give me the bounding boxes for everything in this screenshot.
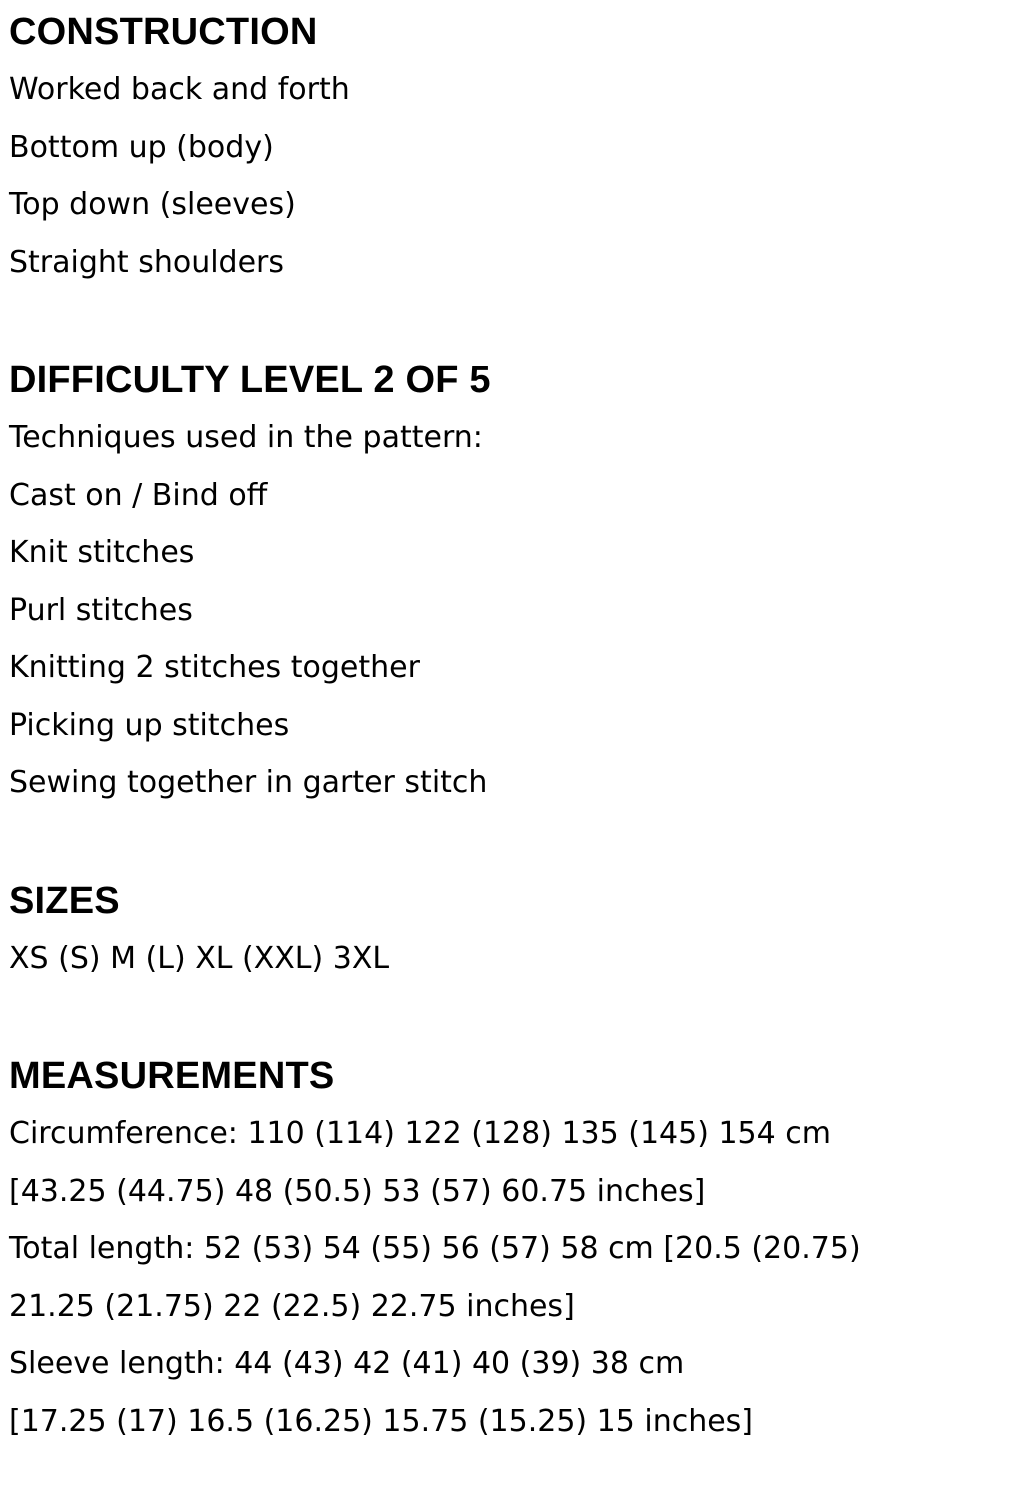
difficulty-item: Cast on / Bind off (9, 477, 268, 513)
construction-list (9, 61, 1014, 291)
difficulty-heading: DIFFICULTY LEVEL 2 OF 5 (9, 359, 491, 401)
measurements-item: 21.25 (21.75) 22 (22.5) 22.75 inches] (9, 1288, 575, 1324)
difficulty-section (9, 351, 1014, 812)
construction-item: Straight shoulders (9, 244, 285, 280)
sizes-heading: SIZES (9, 879, 120, 922)
measurements-section (9, 1047, 1014, 1450)
difficulty-item: Knitting 2 stitches together (9, 650, 420, 685)
measurements-list (9, 1105, 1014, 1450)
construction-section (9, 0, 1014, 291)
construction-item: Top down (sleeves) (9, 187, 296, 222)
difficulty-list (9, 409, 1014, 812)
construction-heading: CONSTRUCTION (9, 11, 318, 53)
measurements-item: Circumference: 110 (114) 122 (128) 135 (145) 154 cm (9, 1116, 831, 1151)
construction-item: Worked back and forth (9, 72, 350, 107)
measurements-item: [43.25 (44.75) 48 (50.5) 53 (57) 60.75 inches] (9, 1173, 706, 1209)
measurements-item: Total length: 52 (53) 54 (55) 56 (57) 58 cm [20.5 (20.75) (9, 1231, 861, 1266)
difficulty-item: Sewing together in garter stitch (9, 765, 488, 800)
sizes-item: XS (S) M (L) XL (XXL) 3XL (9, 940, 390, 976)
measurements-heading: MEASUREMENTS (9, 1055, 335, 1097)
sizes-list (9, 930, 1014, 988)
difficulty-item: Knit stitches (9, 535, 195, 570)
difficulty-item: Techniques used in the pattern: (9, 420, 483, 455)
pattern-info-document (9, 0, 1014, 1450)
measurements-item: Sleeve length: 44 (43) 42 (41) 40 (39) 38 cm (9, 1346, 685, 1381)
section-spacer (9, 812, 1014, 872)
difficulty-item: Picking up stitches (9, 707, 290, 743)
section-spacer (9, 987, 1014, 1047)
difficulty-item: Purl stitches (9, 592, 193, 628)
sizes-section (9, 872, 1014, 988)
construction-item: Bottom up (body) (9, 129, 274, 165)
measurements-item: [17.25 (17) 16.5 (16.25) 15.75 (15.25) 15 inches] (9, 1403, 754, 1439)
section-spacer (9, 291, 1014, 351)
